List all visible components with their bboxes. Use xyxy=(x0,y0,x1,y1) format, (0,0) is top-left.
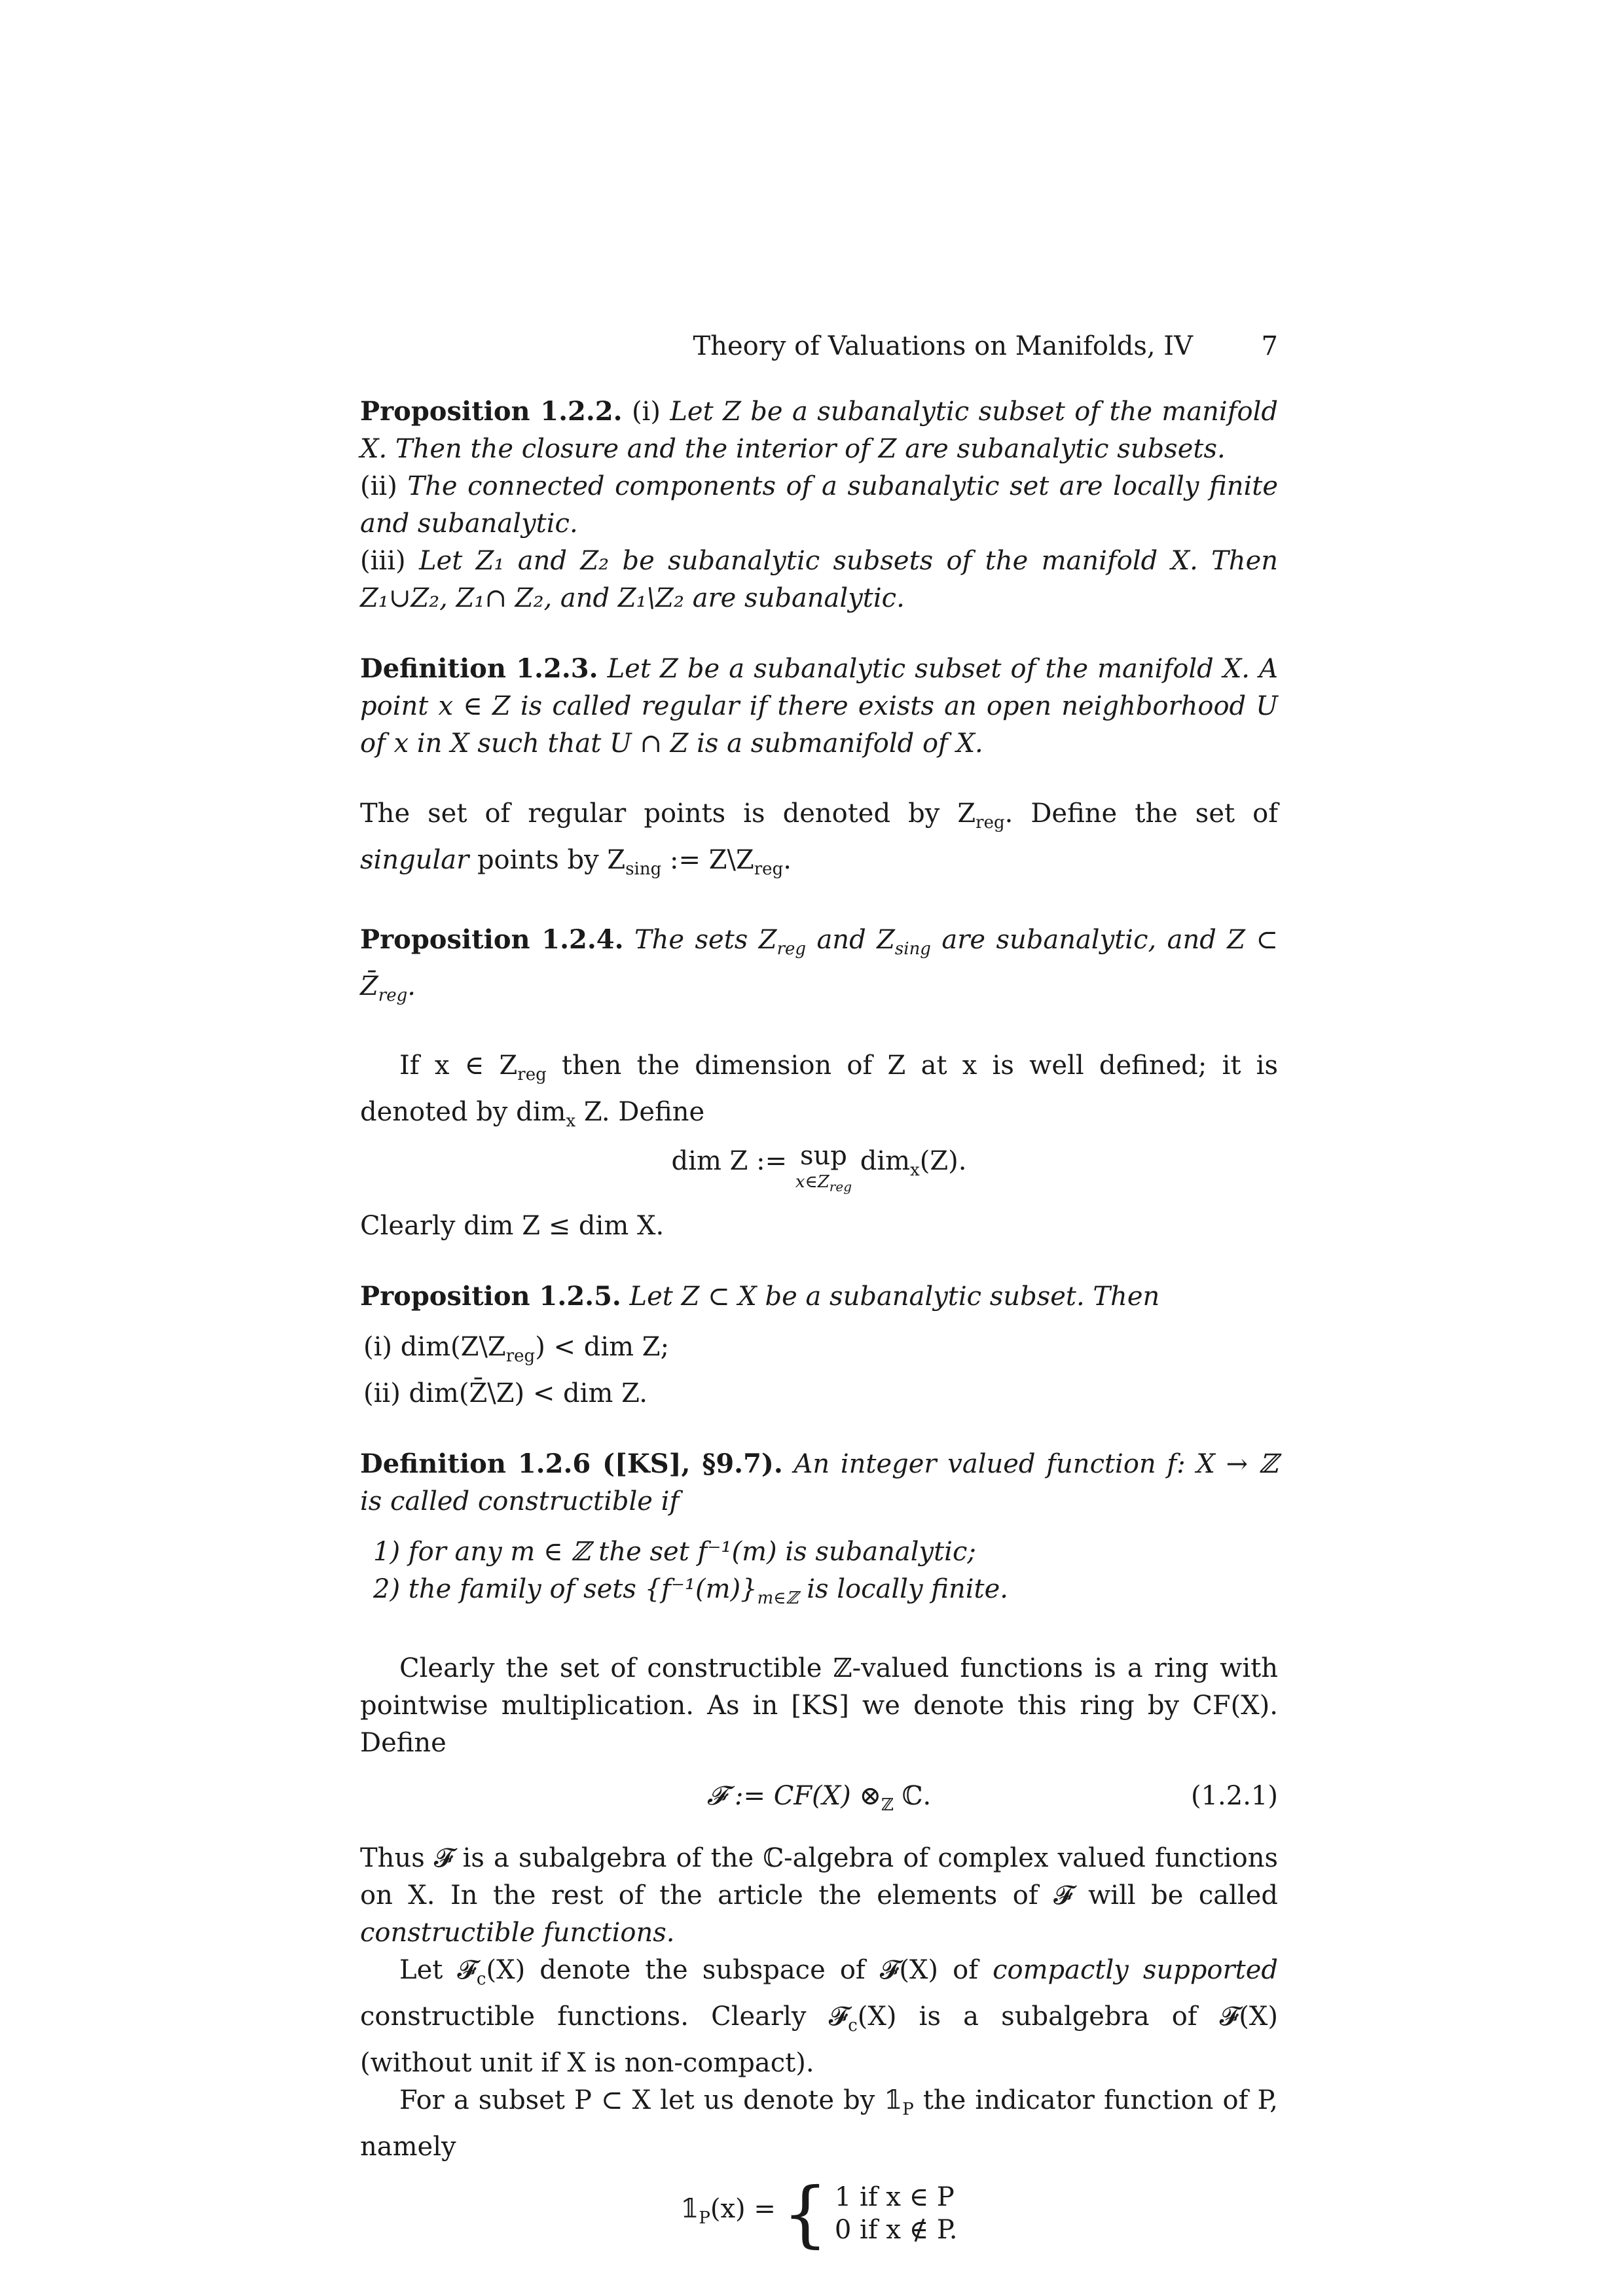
subscript: sing xyxy=(625,859,662,879)
case-line: 0 if x ∉ P. xyxy=(834,2215,958,2246)
prop-text: The connected components of a subanalytic set are locally finite and subanalytic. xyxy=(360,471,1279,539)
body-text xyxy=(360,393,1279,2256)
text-run: (i) dim(Z\Z xyxy=(363,1332,506,1363)
clearly-dim: Clearly dim Z ≤ dim X. xyxy=(360,1211,665,1242)
equation-number: (1.2.1) xyxy=(1191,1781,1278,1812)
equation-1-2-1 xyxy=(360,1778,1278,1824)
sup-operator xyxy=(795,1143,852,1200)
regular-points-paragraph xyxy=(360,795,1278,888)
subscript: reg xyxy=(505,1346,536,1367)
text-run: is locally finite. xyxy=(798,1574,1008,1605)
left-brace: { xyxy=(782,2172,828,2256)
thus-paragraph xyxy=(360,1840,1278,1952)
equation-lhs: (x) = xyxy=(710,2193,776,2224)
definition-1-2-3 xyxy=(360,650,1278,762)
text-run: If x ∈ Z xyxy=(399,1050,518,1081)
prop-items xyxy=(360,1329,1278,1412)
prop-label: Proposition 1.2.4. xyxy=(360,924,624,955)
text-run: and Z xyxy=(806,925,895,955)
cases xyxy=(835,2181,958,2246)
list-item: 1) for any m ∈ ℤ the set f⁻¹(m) is subanalytic; xyxy=(373,1537,976,1568)
part-number: (i) xyxy=(631,397,661,427)
text-run: The sets Z xyxy=(634,925,777,955)
subscript: reg xyxy=(776,939,807,959)
text-run: . Define the set of xyxy=(1004,798,1278,829)
text-run: For a subset P ⊂ X let us denote by 𝟙 xyxy=(399,2085,903,2116)
equation-body: 𝓕 := CF(X) ⊗ xyxy=(706,1781,881,1812)
text-run: Let 𝓕 xyxy=(399,1955,477,1986)
text-run: . xyxy=(407,971,416,1001)
emphasis: singular xyxy=(360,845,469,875)
part-number: (iii) xyxy=(360,546,406,576)
subset-paragraph xyxy=(360,2082,1278,2166)
text-run: (X) denote the subspace of 𝓕(X) of xyxy=(486,1955,979,1986)
text-run: 2) the family of sets {f⁻¹(m)} xyxy=(373,1574,757,1605)
text-run: := Z\Z xyxy=(661,845,754,875)
text-run: . xyxy=(783,845,792,875)
definition-1-2-6 xyxy=(360,1445,1278,1520)
subscript: c xyxy=(476,1969,486,1990)
subscript: reg xyxy=(517,1065,547,1085)
prop-label: Proposition 1.2.2. xyxy=(360,396,623,427)
def-label: Definition 1.2.3. xyxy=(360,653,598,684)
def-text: An integer valued function f: X → ℤ is called constructible if xyxy=(360,1449,1278,1517)
text-run: points by Z xyxy=(477,845,626,875)
prop-text: Let Z ⊂ X be a subanalytic subset. Then xyxy=(629,1282,1160,1312)
subscript: ℤ xyxy=(881,1795,894,1816)
equation-lhs: dim Z := xyxy=(671,1146,788,1176)
list-item xyxy=(363,1329,1278,1375)
list-item xyxy=(373,1571,1278,1617)
text-run: Thus 𝓕 is a subalgebra of the ℂ-algebra of complex valued functions on X. In the rest of the article the elements of 𝓕 will be called xyxy=(360,1843,1278,1911)
running-title: Theory of Valuations on Manifolds, IV xyxy=(693,331,1193,361)
prop-label: Proposition 1.2.5. xyxy=(360,1281,621,1312)
subscript: c xyxy=(848,2016,858,2036)
subscript: x xyxy=(566,1111,576,1131)
dimension-equation xyxy=(360,1143,1278,1200)
subscript: x xyxy=(910,1160,920,1180)
prop-text: Let Z₁ and Z₂ be subanalytic subsets of the manifold X. Then Z₁∪Z₂, Z₁∩ Z₂, and Z₁\Z₂ are subanalytic. xyxy=(360,546,1279,613)
subscript: sing xyxy=(894,939,931,959)
subscript: reg xyxy=(829,1179,852,1195)
text-run: The set of regular points is denoted by Z xyxy=(360,798,976,829)
equation-lhs: 𝟙 xyxy=(680,2193,699,2224)
let-paragraph xyxy=(360,1952,1278,2082)
page-number: 7 xyxy=(1261,331,1278,361)
indicator-equation xyxy=(360,2172,1278,2256)
ring-paragraph: Clearly the set of constructible ℤ-valued functions is a ring with pointwise multiplication. As in [KS] we denote this ring by CF(X). Define xyxy=(360,1653,1278,1759)
operator-subscript: x∈Z xyxy=(795,1172,830,1192)
text-run: constructible functions. Clearly 𝓕 xyxy=(360,2001,848,2032)
emphasis: constructible functions. xyxy=(360,1918,675,1948)
text-run: (X) is a subalgebra of 𝓕(X) (without unit if X is non-compact). xyxy=(360,2001,1278,2079)
subscript: m∈ℤ xyxy=(757,1588,799,1609)
subscript: reg xyxy=(378,986,408,1005)
text-run: ) < dim Z; xyxy=(535,1332,670,1363)
equation-rhs: dim xyxy=(860,1146,911,1176)
equation-rhs: (Z). xyxy=(919,1146,967,1176)
case-line: 1 if x ∈ P xyxy=(834,2182,955,2213)
text-run: the indicator function of P, namely xyxy=(360,2085,1278,2162)
subscript: reg xyxy=(976,813,1005,833)
dimension-paragraph xyxy=(360,1047,1278,1140)
prop-text: Let Z be a subanalytic subset of the manifold X. Then the closure and the interior of Z are subanalytic subsets. xyxy=(360,397,1279,464)
subscript: reg xyxy=(754,859,784,879)
operator: sup xyxy=(799,1141,847,1171)
text-run: then the dimension of Z at x is well defined; it is denoted by dim xyxy=(360,1050,1278,1127)
text-run: Z. Define xyxy=(575,1097,705,1127)
proposition-1-2-2 xyxy=(360,393,1278,617)
def-items xyxy=(360,1534,1278,1617)
list-item: (ii) dim(Z̄\Z) < dim Z. xyxy=(363,1378,647,1409)
def-label: Definition 1.2.6 ([KS], §9.7). xyxy=(360,1448,783,1480)
part-number: (ii) xyxy=(360,471,397,501)
emphasis: compactly supported xyxy=(993,1955,1278,1986)
subscript: P xyxy=(902,2100,914,2120)
subscript: P xyxy=(699,2208,710,2228)
proposition-1-2-4 xyxy=(360,921,1278,1014)
proposition-1-2-5 xyxy=(360,1278,1278,1316)
equation-body: ℂ. xyxy=(893,1781,932,1812)
text-run: are subanalytic, and Z ⊂ Z̄ xyxy=(360,925,1279,1001)
def-text: Let Z be a subanalytic subset of the manifold X. A point x ∈ Z is called regular if there exists an open neighborhood U of x in X such that U ∩ Z is a submanifold of X. xyxy=(360,654,1278,759)
